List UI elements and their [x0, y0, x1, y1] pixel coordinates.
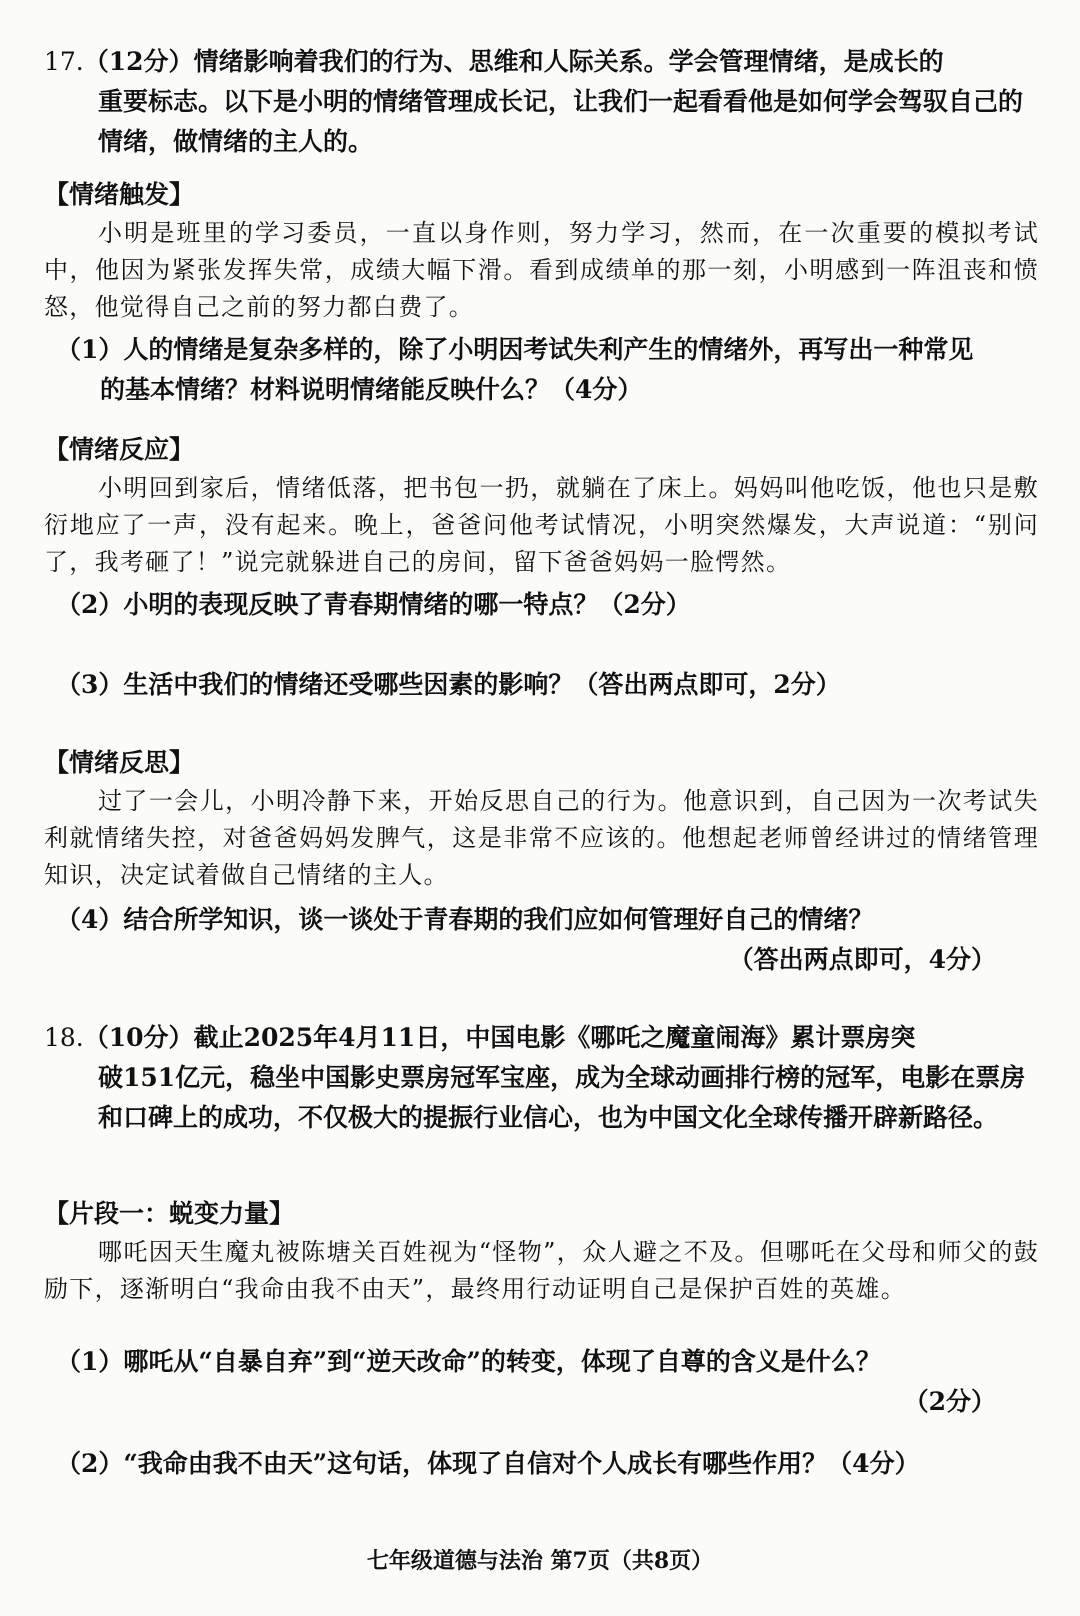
q18-q1-line1: 哪吒从“自暴自弃”到“逆天改命”的转变，体现了自尊的含义是什么？	[123, 1347, 881, 1376]
q18-intro	[44, 1018, 1034, 1138]
q17-section-reaction-material: 小明回到家后，情绪低落，把书包一扔，就躺在了床上。妈妈叫他吃饭，他也只是敷衍地应了一声，没有起来。晚上，爸爸问他考试情况，小明突然爆发，大声说道：“别问了，我考砸了！”说完就躲进自己的房间，留下爸爸妈妈一脸愕然。	[44, 474, 1039, 576]
q18-section-title: 【片段一：蜕变力量】	[44, 1199, 295, 1228]
q17-q4-note: （答出两点即可，4分）	[728, 945, 996, 974]
q17-section-reaction-title: 【情绪反应】	[44, 435, 195, 464]
q17-q1-line2: 的基本情绪？材料说明情绪能反映什么？（4分）	[100, 375, 643, 404]
q17-intro-line1: 情绪影响着我们的行为、思维和人际关系。学会管理情绪，是成长的	[193, 47, 944, 76]
q17-score: （12分）	[83, 47, 194, 76]
q17-section-trigger-title: 【情绪触发】	[44, 180, 195, 209]
q18-score: （10分）	[83, 1023, 194, 1052]
q17-q3-line1: 生活中我们的情绪还受哪些因素的影响？（答出两点即可，2分）	[123, 670, 841, 699]
q18-question-1	[56, 1342, 1036, 1382]
q17-q2-label: （2）	[56, 590, 124, 619]
q18-number: 18.	[44, 1023, 84, 1052]
q17-q3-label: （3）	[56, 670, 124, 699]
q17-section-reflection-material: 过了一会儿，小明冷静下来，开始反思自己的行为。他意识到，自己因为一次考试失利就情绪失控，对爸爸妈妈发脾气，这是非常不应该的。他想起老师曾经讲过的情绪管理知识，决定试着做自己情绪的主人。	[44, 787, 1039, 889]
q17-section-reflection-title: 【情绪反思】	[44, 748, 195, 777]
q18-q2-label: （2）	[56, 1449, 124, 1478]
q17-number: 17.	[44, 47, 84, 76]
q17-q2-line1: 小明的表现反映了青春期情绪的哪一特点？（2分）	[123, 590, 691, 619]
q17-section-trigger-material: 小明是班里的学习委员，一直以身作则，努力学习，然而，在一次重要的模拟考试中，他因为紧张发挥失常，成绩大幅下滑。看到成绩单的那一刻，小明感到一阵沮丧和愤怒，他觉得自己之前的努力都白费了。	[44, 219, 1039, 321]
q17-intro-rest: 重要标志。以下是小明的情绪管理成长记，让我们一起看看他是如何学会驾驭自己的情绪，做情绪的主人的。	[98, 87, 1024, 156]
q18-material: 哪吒因天生魔丸被陈塘关百姓视为“怪物”，众人避之不及。但哪吒在父母和师父的鼓励下，逐渐明白“我命由我不由天”，最终用行动证明自己是保护百姓的英雄。	[44, 1238, 1039, 1303]
q18-intro-line1: 截止2025年4月11日，中国电影《哪吒之魔童闹海》累计票房突	[193, 1023, 916, 1052]
q17-q1-line1: 人的情绪是复杂多样的，除了小明因考试失利产生的情绪外，再写出一种常见	[123, 335, 974, 364]
q18-q1-note: （2分）	[903, 1387, 996, 1416]
q17-question-1	[56, 330, 1036, 410]
page-footer: 七年级道德与法治 第7页（共8页）	[366, 1548, 714, 1574]
q17-intro	[44, 42, 1034, 162]
q17-question-3	[56, 665, 1036, 705]
q17-q4-label: （4）	[56, 905, 124, 934]
q17-question-4	[56, 900, 1036, 940]
q18-intro-rest: 破151亿元，稳坐中国影史票房冠军宝座，成为全球动画排行榜的冠军，电影在票房和口碑上的成功，不仅极大的提振行业信心，也为中国文化全球传播开辟新路径。	[98, 1063, 1026, 1132]
q18-q1-label: （1）	[56, 1347, 124, 1376]
q18-question-2	[56, 1444, 1036, 1484]
q17-question-2	[56, 585, 1036, 625]
q17-q4-line1: 结合所学知识，谈一谈处于青春期的我们应如何管理好自己的情绪？	[123, 905, 874, 934]
q18-q2-line1: “我命由我不由天”这句话，体现了自信对个人成长有哪些作用？（4分）	[123, 1449, 920, 1478]
q17-q1-label: （1）	[56, 335, 124, 364]
